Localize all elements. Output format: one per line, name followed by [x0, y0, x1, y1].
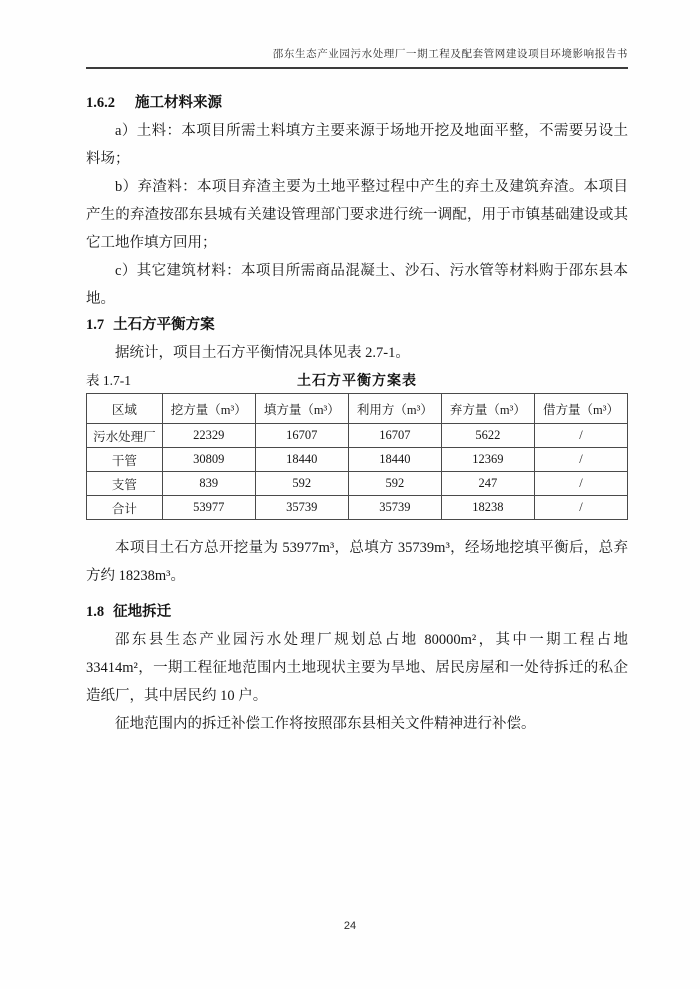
running-header	[86, 46, 628, 69]
table-cell: 22329	[162, 424, 255, 448]
table-cell: 5622	[441, 424, 534, 448]
document-content	[86, 88, 628, 738]
paragraph-land-acquisition: 邵东县生态产业园污水处理厂规划总占地 80000m²，其中一期工程占地 33414m²，一期工程征地范围内土地现状主要为旱地、居民房屋和一处待拆迁的私企造纸厂，其中居民约 10 户。	[86, 632, 628, 704]
table-cell: 592	[348, 472, 441, 496]
paragraph-table-intro: 据统计，项目土石方平衡情况具体见表 2.7-1。	[115, 345, 410, 361]
table-cell: 18440	[348, 448, 441, 472]
heading-title: 施工材料来源	[135, 95, 222, 111]
table-header-row	[87, 394, 628, 424]
table-cell: 18238	[441, 496, 534, 520]
paragraph-soil-material: a）土料：本项目所需土料填方主要来源于场地开挖及地面平整，不需要另设土料场；	[86, 123, 628, 167]
table-cell: /	[534, 448, 627, 472]
heading-1-8	[86, 600, 628, 624]
table-row	[87, 424, 628, 448]
table-cell: 247	[441, 472, 534, 496]
table-cell: /	[534, 472, 627, 496]
table-header-cell: 区域	[87, 394, 163, 424]
table-cell: 30809	[162, 448, 255, 472]
table-cell: 12369	[441, 448, 534, 472]
paragraph-spoil-material: b）弃渣料：本项目弃渣主要为土地平整过程中产生的弃土及建筑弃渣。本项目产生的弃渣按邵东县城有关建设管理部门要求进行统一调配，用于市镇基础建设或其它工地作填方回用；	[86, 179, 628, 251]
paragraph-other-material: c）其它建筑材料：本项目所需商品混凝土、沙石、污水管等材料购于邵东县本地。	[86, 263, 628, 307]
table-cell: 839	[162, 472, 255, 496]
table-header-cell: 填方量（m³）	[255, 394, 348, 424]
paragraph-earthwork-summary: 本项目土石方总开挖量为 53977m³，总填方 35739m³，经场地挖填平衡后，总弃方约 18238m³。	[86, 540, 628, 584]
paragraph-compensation: 征地范围内的拆迁补偿工作将按照邵东县相关文件精神进行补偿。	[115, 716, 536, 732]
table-label: 表 1.7-1	[86, 373, 131, 388]
table-row	[87, 472, 628, 496]
table-cell: 35739	[255, 496, 348, 520]
table-cell: 支管	[87, 472, 163, 496]
table-cell: 18440	[255, 448, 348, 472]
table-row	[87, 496, 628, 520]
page-number: 24	[343, 920, 357, 932]
table-cell: 592	[255, 472, 348, 496]
table-cell: 合计	[87, 496, 163, 520]
table-cell: 35739	[348, 496, 441, 520]
table-cell: 16707	[255, 424, 348, 448]
page-footer	[0, 916, 700, 934]
heading-number: 1.6.2	[86, 95, 115, 111]
table-header-cell: 借方量（m³）	[534, 394, 627, 424]
heading-title: 土石方平衡方案	[113, 317, 215, 333]
heading-1-7	[86, 313, 628, 337]
running-header-title: 邵东生态产业园污水处理厂一期工程及配套管网建设项目环境影响报告书	[272, 49, 628, 60]
table-header-cell: 弃方量（m³）	[441, 394, 534, 424]
earthwork-balance-table	[86, 393, 628, 520]
table-cell: 干管	[87, 448, 163, 472]
table-caption-row	[86, 369, 628, 393]
table-cell: /	[534, 496, 627, 520]
heading-number: 1.8	[86, 604, 105, 620]
table-row	[87, 448, 628, 472]
heading-1-6-2	[86, 92, 628, 114]
table-caption: 土石方平衡方案表	[297, 374, 417, 389]
table-header-cell: 挖方量（m³）	[162, 394, 255, 424]
table-header-cell: 利用方（m³）	[348, 394, 441, 424]
heading-number: 1.7	[86, 317, 105, 333]
table-cell: 污水处理厂	[87, 424, 163, 448]
heading-title: 征地拆迁	[113, 604, 172, 620]
table-cell: 53977	[162, 496, 255, 520]
table-cell: 16707	[348, 424, 441, 448]
table-cell: /	[534, 424, 627, 448]
